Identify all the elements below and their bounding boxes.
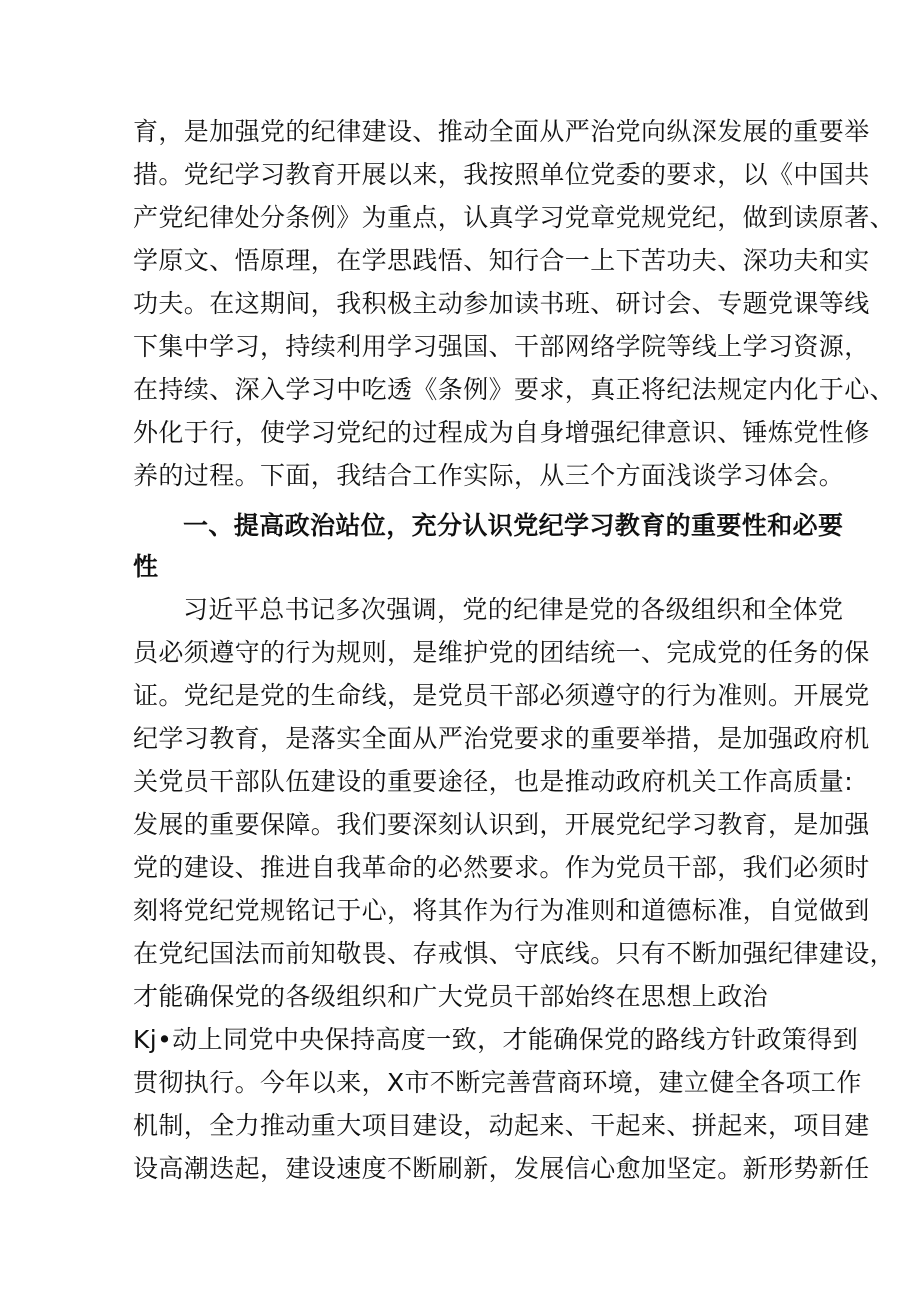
paragraph-line: 习近平总书记多次强调，党的纪律是党的各级组织和全体党	[183, 595, 844, 624]
paragraph-line: 措。党纪学习教育开展以来，我按照单位党委的要求，以《中国共	[133, 160, 870, 189]
paragraph-line: 贯彻执行。今年以来，X市不断完善营商环境，建立健全各项工作	[133, 1068, 862, 1097]
paragraph-line: 学原文、悟原理，在学思践悟、知行合一上下苦功夫、深功夫和实	[133, 246, 870, 275]
paragraph-line: 机制，全力推动重大项目建设，动起来、干起来、拼起来，项目建	[133, 1111, 870, 1140]
paragraph-line: 设高潮迭起，建设速度不断刷新，发展信心愈加坚定。新形势新任	[133, 1154, 870, 1183]
paragraph-line: 发展的重要保障。我们要深刻认识到，开展党纪学习教育，是加强	[133, 810, 870, 839]
paragraph-line: 员必须遵守的行为规则，是维护党的团结统一、完成党的任务的保	[133, 638, 870, 667]
paragraph-line: 党的建设、推进自我革命的必然要求。作为党员干部，我们必须时	[133, 853, 870, 882]
paragraph-line: 外化于行，使学习党纪的过程成为自身增强纪律意识、锤炼党性修	[133, 418, 870, 447]
paragraph-line: 刻将党纪党规铭记于心，将其作为行为准则和道德标准，自觉做到	[133, 896, 870, 925]
paragraph-line: 在党纪国法而前知敬畏、存戒惧、守底线。只有不断加强纪律建设，	[133, 939, 896, 968]
paragraph-line: 纪学习教育，是落实全面从严治党要求的重要举措，是加强政府机	[133, 724, 870, 753]
paragraph-line: 在持续、深入学习中吃透《条例》要求，真正将纪法规定内化于心、	[133, 375, 896, 404]
section-heading: 一、提高政治站位，充分认识党纪学习教育的重要性和必要	[183, 511, 844, 540]
paragraph-line: 证。党纪是党的生命线，是党员干部必须遵守的行为准则。开展党	[133, 681, 870, 710]
paragraph-line: 功夫。在这期间，我积极主动参加读书班、研讨会、专题党课等线	[133, 289, 870, 318]
paragraph-line: 关党员干部队伍建设的重要途径，也是推动政府机关工作高质量:	[133, 767, 854, 796]
paragraph-line: 产党纪律处分条例》为重点，认真学习党章党规党纪，做到读原著、	[133, 203, 896, 232]
paragraph-line: 才能确保党的各级组织和广大党员干部始终在思想上政治	[133, 982, 769, 1011]
paragraph-line: 下集中学习，持续利用学习强国、干部网络学院等线上学习资源，	[133, 332, 870, 361]
paragraph-line: 养的过程。下面，我结合工作实际，从三个方面浅谈学习体会。	[133, 461, 845, 490]
section-heading-continuation: 性	[133, 552, 159, 581]
paragraph-line: 育，是加强党的纪律建设、推动全面从严治党向纵深发展的重要举	[133, 117, 870, 146]
paragraph-line: Kj•动上同党中央保持高度一致，才能确保党的路线方针政策得到	[133, 1025, 859, 1054]
